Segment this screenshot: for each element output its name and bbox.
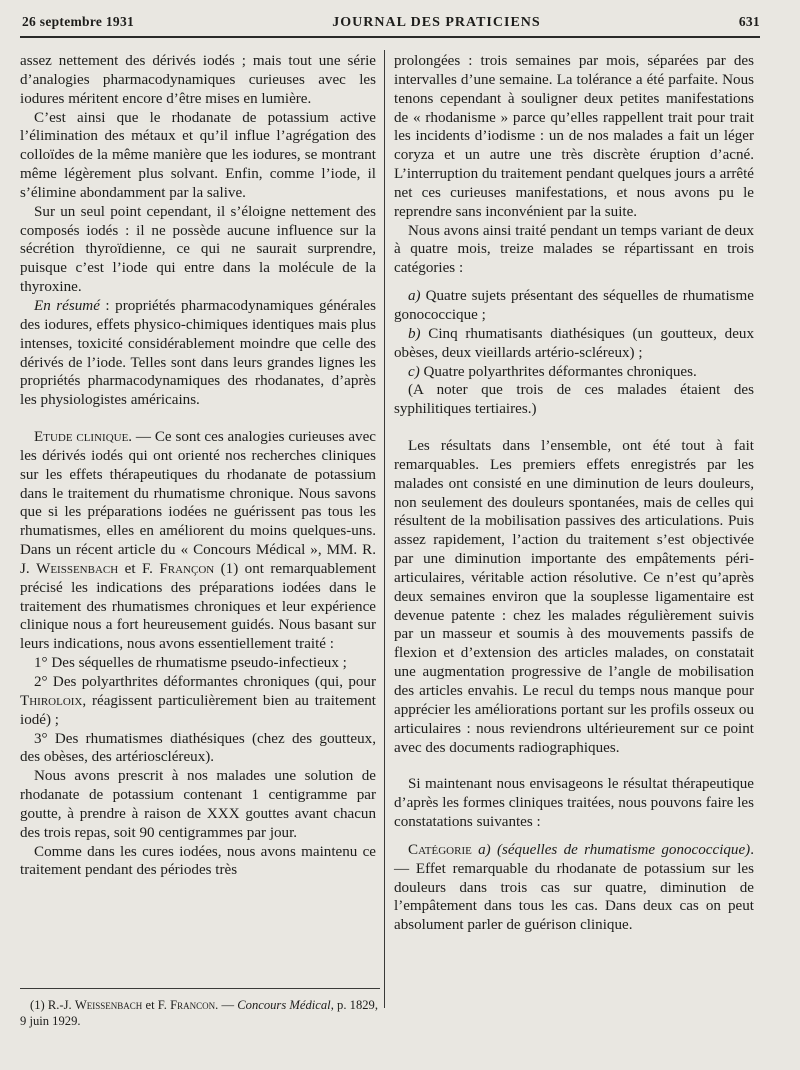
summary-label: En résumé xyxy=(34,297,100,314)
paragraph: Sur un seul point cependant, il s’éloigne nettement des composés iodés : il ne possède aucune influence sur la sécrétion thyroïdienne, ce qui ne saurait surprendre, puisque c’est l’iode qui entre dans la molécule de la thyroxine. xyxy=(20,203,376,296)
column-divider xyxy=(384,50,385,1008)
header-rule xyxy=(20,36,760,38)
page-number: 631 xyxy=(738,14,760,29)
paragraph: Si maintenant nous envisageons le résultat thérapeutique d’après les formes cliniques traitées, nous pouvons faire les constatations suivantes : xyxy=(394,776,754,831)
issue-date: 26 septembre 1931 xyxy=(22,14,135,29)
clinical-study-paragraph: Etude clinique. — Ce sont ces analogies curieuses avec les dérivés iodés qui ont orienté nos recherches cliniques sur les effets thérapeutiques du rhodanate de potassium dans le traitement du rhumatisme chronique. Nous savons que si les préparations iodées ne guérissent pas tous les rhumatismes, elles en améliorent du moins quelques-uns. Dans un récent article du « Concours Médical », MM. R. J. Weissenbach et F. Françon (1) ont remarquablement précisé les indications des préparations iodées dans le traitement des rhumatismes chroniques et leur expérience clinique nous a fort heureusement guidés. Nous basant sur leurs indications, nous avons essentiellement traité : xyxy=(20,429,377,653)
journal-title: JOURNAL DES PRATICIENS xyxy=(332,15,541,30)
list-item: 2° Des polyarthrites déformantes chroniques (qui, pour Thiroloix, réagissent particulièrement bien au traitement iodé) ; xyxy=(20,674,376,728)
left-column xyxy=(20,52,376,880)
list-item: 1° Des séquelles de rhumatisme pseudo-infectieux ; xyxy=(34,655,347,672)
spacer xyxy=(394,832,754,841)
spacer xyxy=(20,410,376,428)
footnote: (1) R.-J. Weissenbach et F. Francon. — Concours Médical, p. 1829, 9 juin 1929. xyxy=(20,998,379,1028)
spacer xyxy=(394,757,754,775)
category-heading: Catégorie xyxy=(408,841,472,858)
paragraph: C’est ainsi que le rhodanate de potassium active l’élimination des métaux et qu’il influe l’agrégation des colloïdes de la même manière que les iodures, se montrant même légèrement plus solvant. Enfin, comme l’iode, il s’élimine abondamment par la salive. xyxy=(20,109,376,201)
right-column xyxy=(394,52,754,935)
author-name: Weissenbach xyxy=(36,560,119,577)
summary-paragraph: En résumé : propriétés pharmacodynamiques générales des iodures, effets physico-chimiques identiques mais plus intenses, toxicité considérablement moindre que celle des dérivés de l’iode. Telles sont dans leurs grandes lignes les propriétés pharmacodynamiques des rhodanates, d’après les physiologistes américains. xyxy=(20,297,376,409)
footnote-rule xyxy=(20,988,380,989)
author-name: Françon xyxy=(159,560,215,577)
spacer xyxy=(394,278,754,287)
author-name: Thiroloix xyxy=(20,692,83,709)
category-item: a) Quatre sujets présentant des séquelles de rhumatisme gonococcique ; xyxy=(394,288,754,323)
author-name: Weissenbach xyxy=(74,998,143,1012)
paragraph: Comme dans les cures iodées, nous avons maintenu ce traitement pendant des périodes très xyxy=(20,843,376,879)
list-item: 3° Des rhumatismes diathésiques (chez des goutteux, des obèses, des artérioscléreux). xyxy=(20,730,376,766)
journal-reference: Concours Médical xyxy=(237,998,331,1012)
paragraph: assez nettement des dérivés iodés ; mais tout une série d’analogies pharmacodynamiques curieuses avec les iodures méritent encore d’être mises en lumière. xyxy=(20,53,376,107)
author-name: Francon xyxy=(170,998,216,1012)
running-header xyxy=(22,14,760,36)
category-item: b) Cinq rhumatisants diathésiques (un goutteux, deux obèses, deux vieillards artério-scléreux) ; xyxy=(394,325,754,361)
section-heading: Etude clinique. xyxy=(34,429,133,446)
note-paragraph: (A noter que trois de ces malades étaient des syphilitiques tertiaires.) xyxy=(394,382,754,418)
category-paragraph: Catégorie a) (séquelles de rhumatisme gonococcique). — Effet remarquable du rhodanate de potassium sur les douleurs dans trois cas sur quatre, diminution de l’empâtement dans tous les cas. Dans deux cas on peut absolument parler de guérison clinique. xyxy=(394,841,754,934)
category-item: c) Quatre polyarthrites déformantes chroniques. xyxy=(408,363,697,380)
paragraph: Nous avons ainsi traité pendant un temps variant de deux à quatre mois, treize malades se répartissant en trois catégories : xyxy=(394,222,754,277)
paragraph: Nous avons prescrit à nos malades une solution de rhodanate de potassium contenant 1 centigramme par goutte, à prendre à raison de XXX gouttes avant chacun des trois repas, soit 90 centigrammes par jour. xyxy=(20,768,376,841)
paragraph: Les résultats dans l’ensemble, ont été tout à fait remarquables. Les premiers effets enregistrés par les malades ont consisté en une diminution de leurs douleurs, non seulement des douleurs spontanées, mais de celles qui résultent de la mobilisation passives des articulations. Puis assez rapidement, l’action du traitement s’est objectivée par une diminution importante des empâtements péri-articulaires, véritable action résolutive. Ce n’est qu’après deux semaines environ que la souplesse ligamentaire est devenue patente : chez les malades régulièrement suivis par un masseur et soumis à des mouvements passifs de flexion et d’extension des articles malades, on constatait une augmentation progressive de l’angle de mobilisation des articles envahis. Le recul du temps nous manque pour apprécier les améliorations portant sur les profils osseux ou articulaires : nous reviendrons ultérieurement sur ce point avec des documents radiographiques. xyxy=(394,438,754,756)
paragraph: prolongées : trois semaines par mois, séparées par des intervalles d’une semaine. La tolérance a été parfaite. Nous tenons cependant à souligner deux petites manifestations de « rhodanisme » parce qu’elles rappellent trait pour trait les incidents d’iodisme : un de nos malades a fait un léger coryza et un autre une très discrète éruption d’acné. L’interruption du traitement pendant quelques jours a arrêté net ces curieuses manifestations, et nous avons pu le reprendre sans inconvénient par la suite. xyxy=(394,53,754,220)
spacer xyxy=(394,419,754,437)
